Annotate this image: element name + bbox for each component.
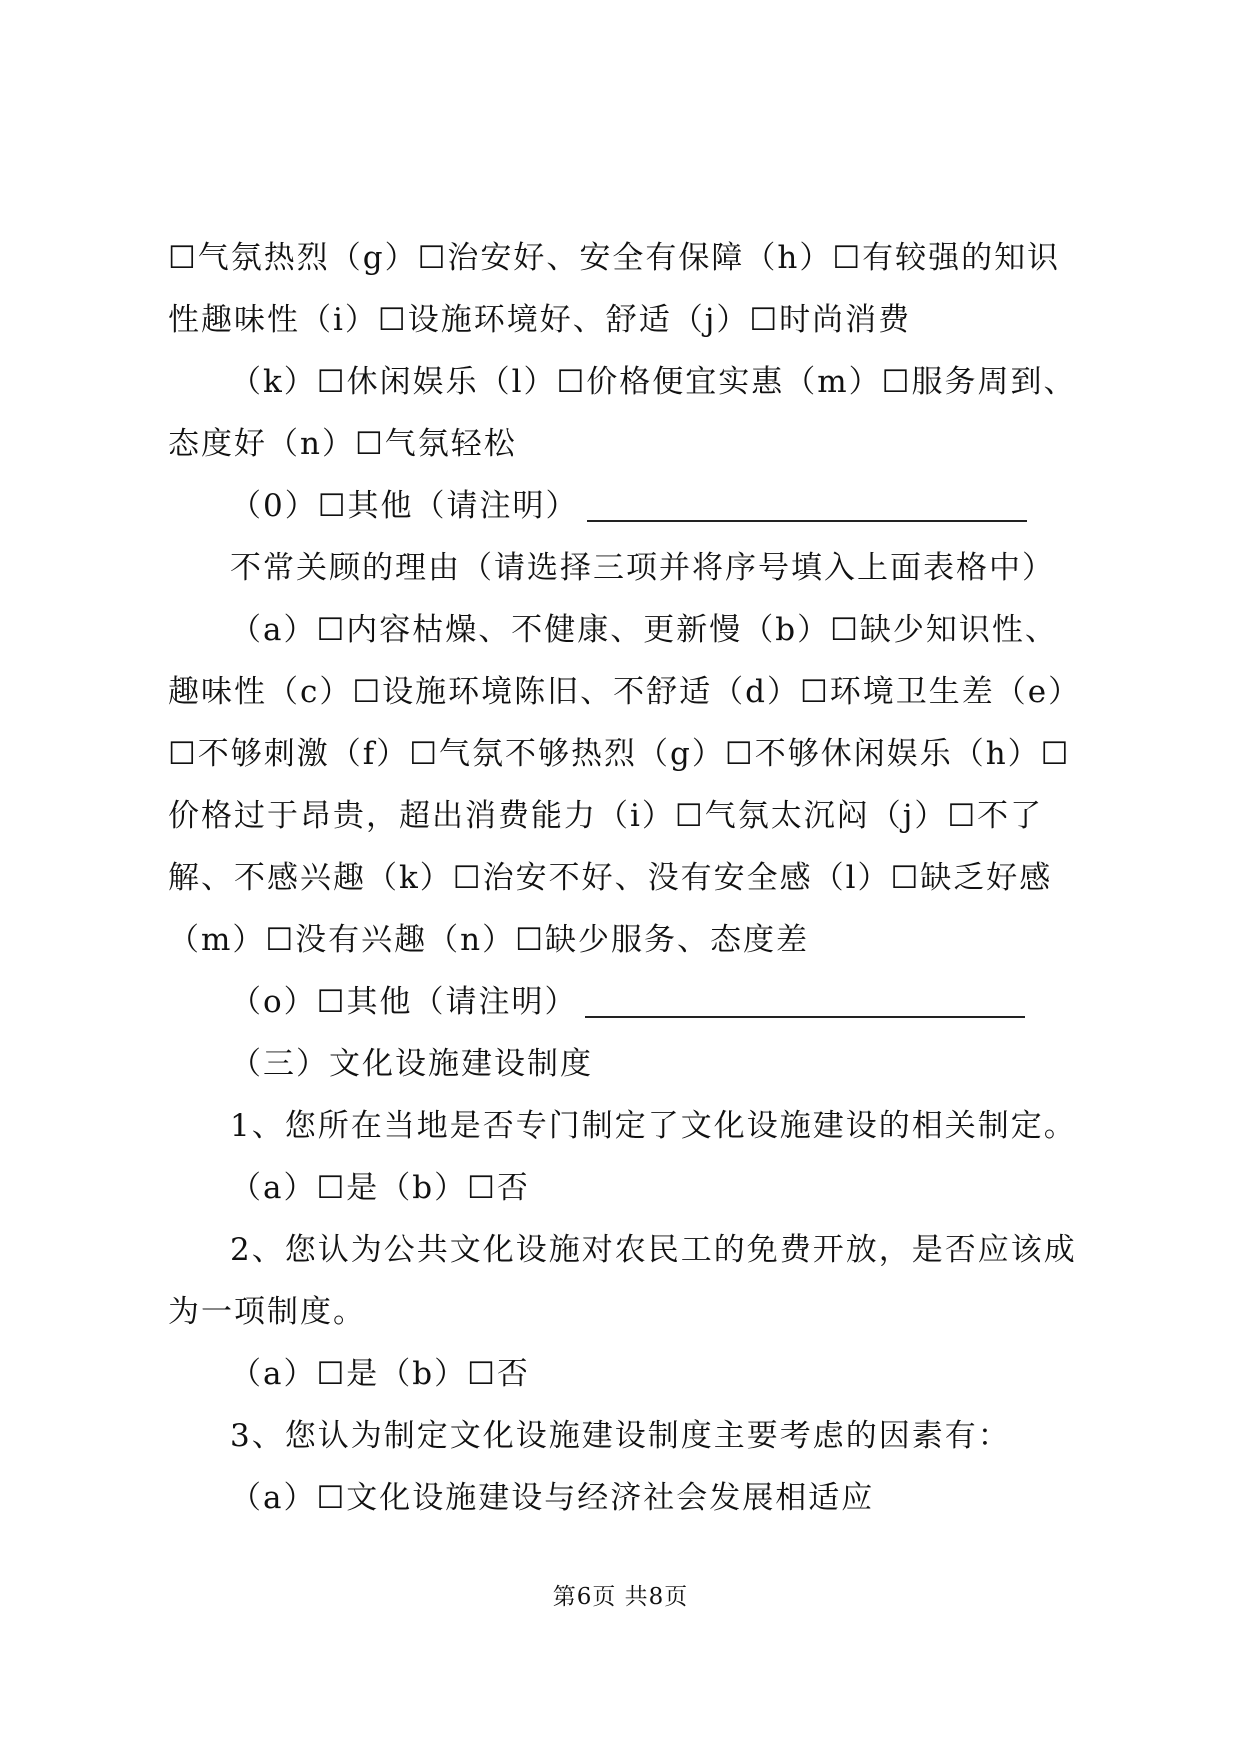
page-footer: 第6页 共8页 bbox=[552, 1584, 689, 1610]
paragraph-reasons-k-n: （k）☐休闲娱乐（l）☐价格便宜实惠（m）☐服务周到、态度好（n）☐气氛轻松 bbox=[168, 364, 1077, 462]
paragraph-not-visit-options: （a）☐内容枯燥、不健康、更新慢（b）☐缺少知识性、趣味性（c）☐设施环境陈旧、不舒适（d）☐环境卫生差（e）☐不够刺激（f）☐气氛不够热烈（g）☐不够休闲娱乐（h）☐价格过于昂贵，超出消费能力（i）☐气氛太沉闷（j）☐不了解、不感兴趣（k）☐治安不好、没有安全感（l）☐缺乏好感（m）☐没有兴趣（n）☐缺少服务、态度差 bbox=[168, 612, 1082, 958]
paragraph-other-1 bbox=[168, 475, 1088, 537]
question-2: 2、您认为公共文化设施对农民工的免费开放，是否应该成为一项制度。 bbox=[168, 1232, 1077, 1330]
question-1-options: （a）☐是（b）☐否 bbox=[230, 1170, 530, 1206]
other-label-1: （0）☐其他（请注明） bbox=[230, 488, 579, 524]
document-body bbox=[168, 227, 1088, 1529]
fill-in-blank-2[interactable] bbox=[585, 976, 1025, 1018]
fill-in-blank-1[interactable] bbox=[587, 480, 1027, 522]
other-label-2: （o）☐其他（请注明） bbox=[230, 984, 578, 1020]
paragraph-other-2 bbox=[168, 971, 1088, 1033]
question-2-options: （a）☐是（b）☐否 bbox=[230, 1356, 530, 1392]
question-1: 1、您所在当地是否专门制定了文化设施建设的相关制定。 bbox=[230, 1108, 1077, 1144]
question-3-option-a: （a）☐文化设施建设与经济社会发展相适应 bbox=[230, 1480, 875, 1516]
section-heading-3: （三）文化设施建设制度 bbox=[230, 1046, 593, 1082]
question-3: 3、您认为制定文化设施建设制度主要考虑的因素有： bbox=[230, 1418, 1011, 1454]
paragraph-not-visit-heading: 不常关顾的理由（请选择三项并将序号填入上面表格中） bbox=[230, 550, 1055, 586]
paragraph-reasons-continued: ☐气氛热烈（g）☐治安好、安全有保障（h）☐有较强的知识性趣味性（i）☐设施环境好、舒适（j）☐时尚消费 bbox=[168, 240, 1061, 338]
